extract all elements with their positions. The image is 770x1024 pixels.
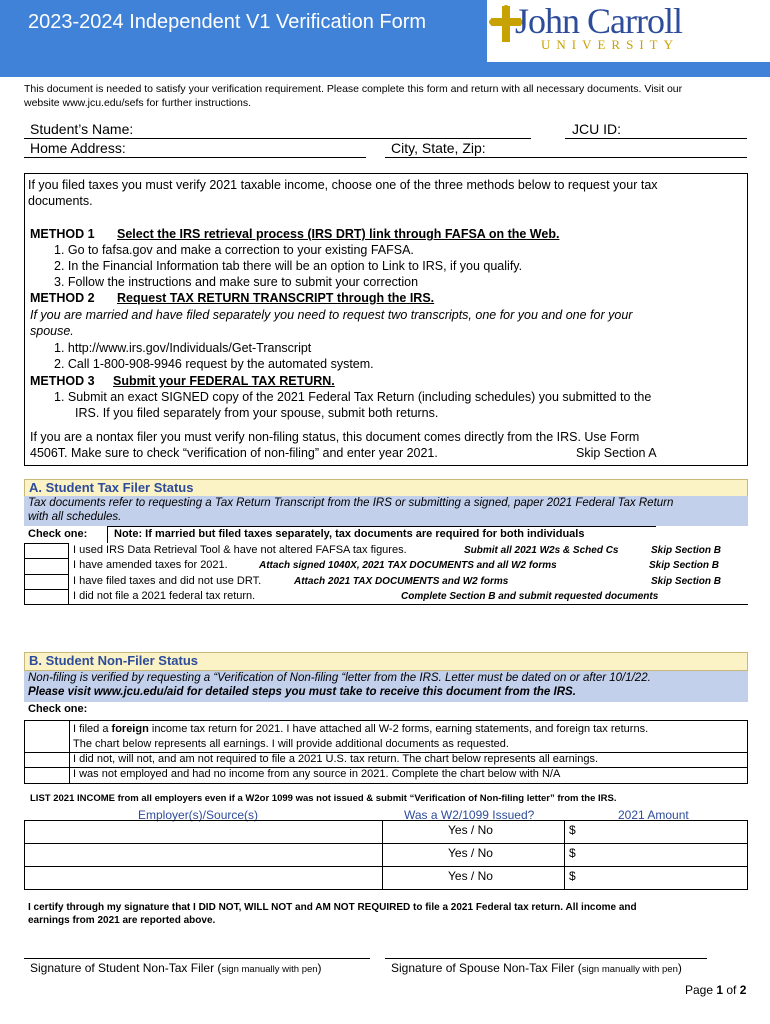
home-address-label: Home Address:: [30, 140, 126, 156]
intro-text: [24, 82, 749, 110]
section-a-option-1-skip: Skip Section B: [651, 545, 722, 556]
section-a-check-one: Check one:: [28, 528, 88, 540]
nonfiler-note-2: 4506T. Make sure to check “verification of non-filing” and enter year 2021.: [30, 446, 438, 460]
section-b-option-2: I did not, will not, and am not required to file a 2021 U.S. tax return. The chart below represents all earnings.: [73, 753, 599, 765]
section-b-desc-2: Please visit www.jcu.edu/aid for detailed steps you must take to receive this document from the IRS.: [28, 686, 576, 698]
method-2-note-1: If you are married and have filed separately you need to request two transcripts, one for you and one for your: [30, 308, 633, 322]
section-b-option-1-line-2: The chart below represents all earnings. I will provide additional documents as requested.: [73, 738, 509, 750]
method-3-step-1b: IRS. If you filed separately from your spouse, submit both returns.: [75, 406, 439, 420]
section-a-option-4: I did not file a 2021 federal tax return.: [73, 590, 256, 602]
section-b-checkbox-2[interactable]: [24, 753, 69, 767]
methods-intro-1: If you filed taxes you must verify 2021 taxable income, choose one of the three methods below to request your tax: [28, 178, 658, 192]
method-2-title: Request TAX RETURN TRANSCRIPT through the IRS.: [117, 291, 435, 305]
intro-line-1: This document is needed to satisfy your verification requirement. Please complete this form and return with all necessary documents. Visit our: [24, 83, 683, 95]
section-b-desc-1: Non-filing is verified by requesting a “Verification of Non-filing “letter from the IRS. Letter must be dated on or after 10/1/22.: [28, 672, 651, 684]
income-amount-1[interactable]: $: [569, 823, 576, 837]
divider: [24, 558, 69, 559]
income-issued-3[interactable]: Yes / No: [448, 869, 493, 883]
section-a-option-4-action: Complete Section B and submit requested documents: [401, 591, 659, 602]
student-name-label: Student’s Name:: [30, 121, 134, 137]
city-state-zip-field[interactable]: [385, 157, 747, 158]
divider: [69, 604, 748, 605]
section-a-note: Note: If married but filed taxes separately, tax documents are required for both individuals: [114, 528, 585, 540]
section-b-checkbox-1[interactable]: [24, 721, 69, 752]
certification-line-2: earnings from 2021 are reported above.: [28, 915, 216, 926]
income-employer-cell-3[interactable]: [25, 867, 381, 889]
income-amount-2[interactable]: $: [569, 846, 576, 860]
method-3-step-1a: 1. Submit an exact SIGNED copy of the 2021 Federal Tax Return (including schedules) you submitted to the: [54, 390, 652, 404]
income-employer-cell-1[interactable]: [25, 821, 381, 842]
student-name-field[interactable]: [24, 138, 531, 139]
method-1-step-3: 3. Follow the instructions and make sure to submit your correction: [54, 275, 419, 289]
section-a-option-3-action: Attach 2021 TAX DOCUMENTS and W2 forms: [294, 576, 509, 587]
section-b-description: [24, 671, 748, 702]
home-address-field[interactable]: [24, 157, 366, 158]
method-1-label: METHOD 1: [30, 227, 95, 241]
jcu-id-field[interactable]: [565, 138, 747, 139]
methods-intro-2: documents.: [28, 194, 93, 208]
jcu-id-label: JCU ID:: [572, 121, 621, 137]
divider: [24, 589, 69, 590]
section-b-check-one: Check one:: [28, 703, 88, 715]
section-a-option-2-action: Attach signed 1040X, 2021 TAX DOCUMENTS and all W2 forms: [259, 560, 557, 571]
city-state-zip-label: City, State, Zip:: [391, 140, 486, 156]
section-a-option-1: I used IRS Data Retrieval Tool & have not altered FAFSA tax figures.: [73, 544, 407, 556]
section-a-option-3: I have filed taxes and did not use DRT.: [73, 575, 262, 587]
section-a-desc-1: Tax documents refer to requesting a Tax Return Transcript from the IRS or submitting a signed, paper 2021 Federal Tax Return: [28, 497, 674, 509]
section-b-checkbox-3[interactable]: [24, 768, 69, 783]
section-b-option-1: I filed a foreign income tax return for 2021. I have attached all W-2 forms, earning statements, and foreign tax returns.: [73, 723, 649, 735]
income-employer-cell-2[interactable]: [25, 844, 381, 865]
income-col-amount: 2021 Amount: [618, 808, 689, 822]
section-a-option-2-skip: Skip Section B: [649, 560, 720, 571]
student-signature-label: Signature of Student Non-Tax Filer (sign manually with pen): [30, 961, 322, 975]
income-issued-1[interactable]: Yes / No: [448, 823, 493, 837]
income-issued-2[interactable]: Yes / No: [448, 846, 493, 860]
section-a-option-1-action: Submit all 2021 W2s & Sched Cs: [464, 545, 619, 556]
logo-name: John Carroll: [515, 1, 682, 41]
income-col-employer: Employer(s)/Source(s): [138, 808, 259, 822]
nonfiler-note-1: If you are a nontax filer you must verify non-filing status, this document comes directly from the IRS. Use Form: [30, 430, 640, 444]
university-logo: [487, 0, 770, 62]
method-2-step-1: 1. http://www.irs.gov/Individuals/Get-Transcript: [54, 341, 312, 355]
method-1-step-2: 2. In the Financial Information tab there will be an option to Link to IRS, if you qualify.: [54, 259, 523, 273]
section-a-description: [24, 496, 748, 526]
section-b-option-3: I was not employed and had no income from any source in 2021. Complete the chart below with N/A: [73, 768, 561, 780]
section-a-option-2: I have amended taxes for 2021.: [73, 559, 228, 571]
section-a-header: A. Student Tax Filer Status: [24, 479, 748, 497]
income-amount-3[interactable]: $: [569, 869, 576, 883]
page-number: Page 1 of 2: [685, 983, 747, 997]
method-2-label: METHOD 2: [30, 291, 95, 305]
intro-line-2: website www.jcu.edu/sefs for further instructions.: [24, 97, 252, 109]
certification-line-1: I certify through my signature that I DID NOT, WILL NOT and AM NOT REQUIRED to file a 2021 Federal tax return. All income and: [28, 902, 637, 913]
section-a-desc-2: with all schedules.: [28, 511, 122, 523]
income-heading: LIST 2021 INCOME from all employers even if a W2or 1099 was not issued & submit “Verification of Non-filing letter” from the IRS.: [30, 793, 617, 804]
spouse-signature-line[interactable]: [385, 958, 707, 959]
method-3-title: Submit your FEDERAL TAX RETURN.: [113, 374, 335, 388]
section-a-option-3-skip: Skip Section B: [651, 576, 722, 587]
logo-university: UNIVERSITY: [541, 37, 679, 52]
divider: [107, 526, 108, 543]
form-title: 2023-2024 Independent V1 Verification Form: [28, 11, 427, 33]
student-signature-line[interactable]: [24, 958, 370, 959]
divider: [382, 820, 383, 890]
skip-section-a: Skip Section A: [576, 446, 657, 460]
method-1-step-1: 1. Go to fafsa.gov and make a correction to your existing FAFSA.: [54, 243, 414, 257]
spouse-signature-label: Signature of Spouse Non-Tax Filer (sign manually with pen): [391, 961, 682, 975]
section-b-header: B. Student Non-Filer Status: [24, 652, 748, 671]
method-2-step-2: 2. Call 1-800-908-9946 request by the automated system.: [54, 357, 374, 371]
income-col-issued: Was a W2/1099 Issued?: [404, 808, 535, 822]
divider: [107, 526, 656, 527]
certification-text: [28, 901, 637, 927]
method-2-note-2: spouse.: [30, 324, 74, 338]
divider: [24, 574, 69, 575]
method-3-label: METHOD 3: [30, 374, 95, 388]
method-1-title: Select the IRS retrieval process (IRS DRT) link through FAFSA on the Web.: [117, 227, 560, 241]
divider: [564, 820, 565, 890]
